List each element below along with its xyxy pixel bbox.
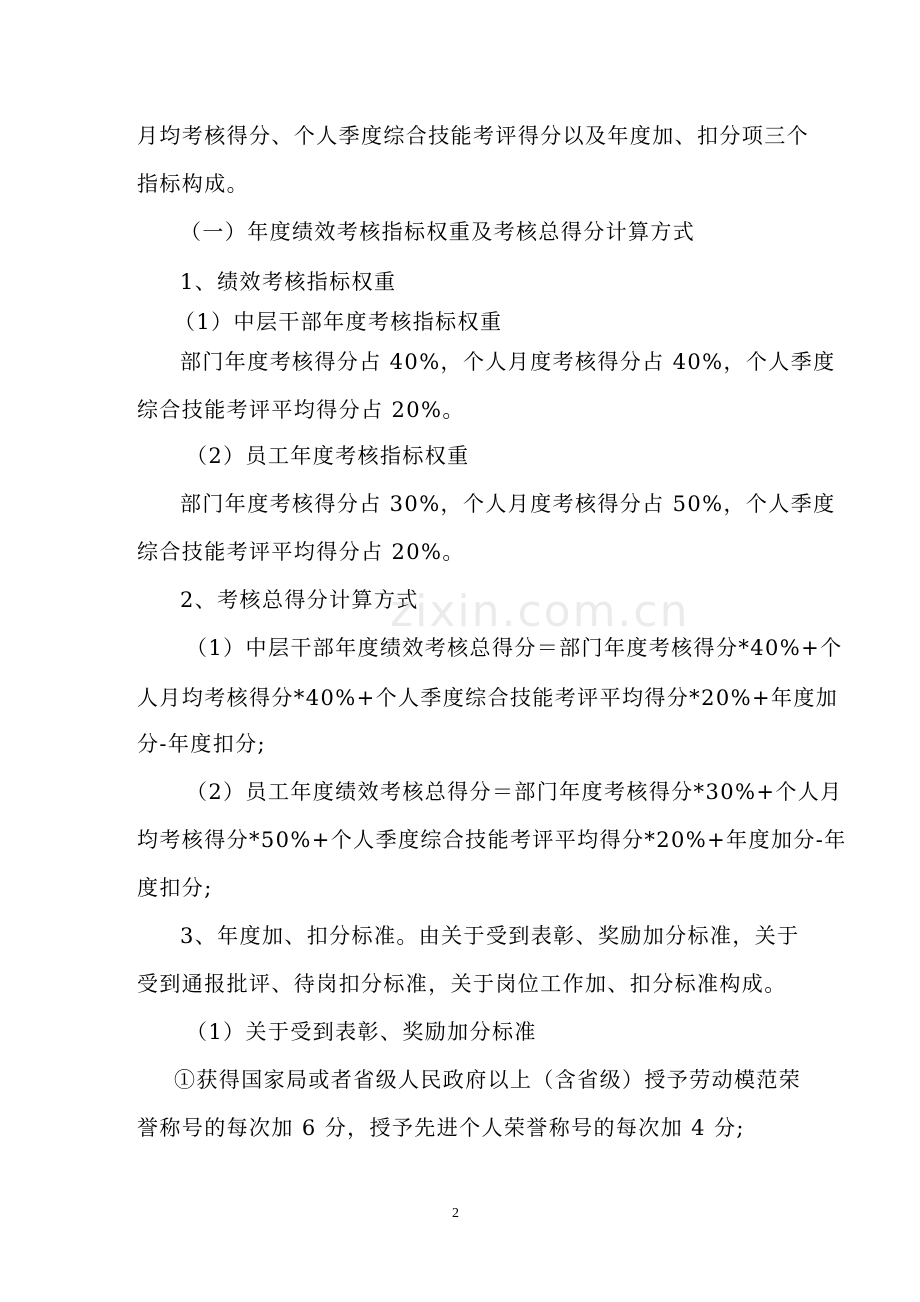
text-line: 部门年度考核得分占 40%，个人月度考核得分占 40%，个人季度 [180, 350, 836, 374]
item-heading: （2）员工年度考核指标权重 [186, 444, 470, 468]
text-line: （1）中层干部年度绩效考核总得分＝部门年度考核得分*40%+个 [186, 636, 843, 660]
subsection-heading: 1、绩效考核指标权重 [180, 270, 397, 294]
section-heading: （一）年度绩效考核指标权重及考核总得分计算方式 [180, 220, 696, 244]
page-number: 2 [452, 1206, 459, 1221]
text-line: （2）员工年度绩效考核总得分＝部门年度考核得分*30%+个人月 [186, 780, 843, 804]
item-heading: （1）中层干部年度考核指标权重 [174, 310, 503, 334]
text-line: 人月均考核得分*40%+个人季度综合技能考评平均得分*20%+年度加 [137, 686, 839, 710]
text-line: 部门年度考核得分占 30%，个人月度考核得分占 50%，个人季度 [180, 492, 836, 516]
text-line: 月均考核得分、个人季度综合技能考评得分以及年度加、扣分项三个 [137, 124, 809, 148]
text-line: 3、年度加、扣分标准。由关于受到表彰、奖励加分标准，关于 [180, 924, 800, 948]
text-line: 度扣分; [137, 876, 213, 900]
subsection-heading: 2、考核总得分计算方式 [180, 588, 419, 612]
text-line: ①获得国家局或者省级人民政府以上（含省级）授予劳动模范荣 [174, 1068, 802, 1092]
text-line: 指标构成。 [137, 172, 249, 196]
text-line: 综合技能考评平均得分占 20%。 [137, 540, 465, 564]
text-line: 分-年度扣分; [137, 732, 266, 756]
item-heading: （1）关于受到表彰、奖励加分标准 [186, 1020, 537, 1044]
text-line: 受到通报批评、待岗扣分标准，关于岗位工作加、扣分标准构成。 [137, 972, 787, 996]
text-line: 誉称号的每次加 6 分，授予先进个人荣誉称号的每次加 4 分; [137, 1116, 745, 1140]
text-line: 综合技能考评平均得分占 20%。 [137, 398, 465, 422]
text-line: 均考核得分*50%+个人季度综合技能考评平均得分*20%+年度加分-年 [137, 828, 847, 852]
watermark: zixin.com.cn [390, 586, 690, 637]
